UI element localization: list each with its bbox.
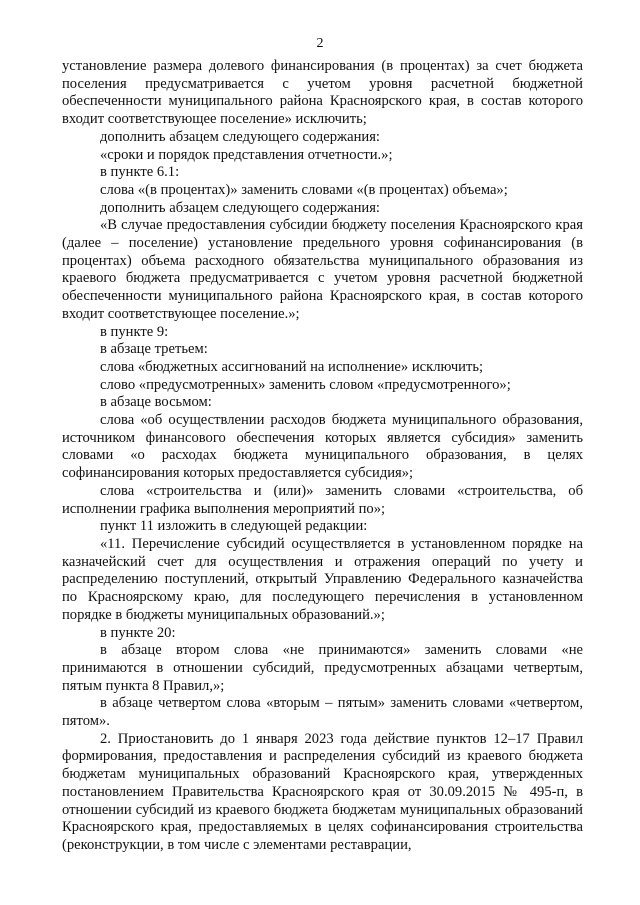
paragraph: в пункте 9: — [100, 323, 169, 340]
page-number: 2 — [316, 36, 324, 51]
paragraph: слова «бюджетных ассигнований на исполнение» исключить; — [100, 358, 484, 375]
paragraph: слово «предусмотренных» заменить словом «предусмотренного»; — [100, 376, 511, 393]
paragraph: установление размера долевого финансирования (в процентах) за счет бюджета поселения предусматривается с учетом уровня расчетной бюджетной обеспеченности муниципального района Красноярского края, в состав которого входит соответствующее поселение» исключить; — [62, 58, 583, 128]
paragraph: дополнить абзацем следующего содержания: — [100, 199, 380, 216]
paragraph: в пункте 6.1: — [100, 164, 180, 181]
paragraph: в абзаце четвертом слова «вторым – пятым» заменить словами «четвертом, пятом». — [62, 695, 583, 730]
paragraph: слова «об осуществлении расходов бюджета муниципального образования, источником финансового обеспечения которых является субсидия» заменить словами «о расходах бюджета муниципального образования, в целях софинансирования которых предоставляется субсидия»; — [62, 412, 583, 482]
paragraph: пункт 11 изложить в следующей редакции: — [100, 518, 368, 535]
paragraph: слова «строительства и (или)» заменить словами «строительства, об исполнении графика выполнения мероприятий по»; — [62, 482, 583, 517]
paragraph: в абзаце третьем: — [100, 341, 208, 358]
paragraph: слова «(в процентах)» заменить словами «(в процентах) объема»; — [100, 181, 508, 198]
paragraph: «11. Перечисление субсидий осуществляется в установленном порядке на казначейский счет для осуществления и отражения операций по учету и распределению поступлений, открытый Управлению Федерального казначейства по Красноярскому краю, для последующего перечисления в установленном порядке в бюджеты муниципальных образований.»; — [62, 535, 583, 623]
paragraph: «В случае предоставления субсидии бюджету поселения Красноярского края (далее – поселение) установление предельного уровня софинансирования (в процентах) объема расходного обязательства муниципального образования из краевого бюджета предусматривается с учетом уровня расчетной бюджетной обеспеченности муниципального района Красноярского края, в состав которого входит соответствующее поселение.»; — [62, 217, 583, 322]
document-body — [62, 58, 583, 855]
paragraph: в пункте 20: — [100, 624, 176, 641]
paragraph: в абзаце втором слова «не принимаются» заменить словами «не принимаются в отношении субсидий, предусмотренных абзацами четвертым, пятым пункта 8 Правил,»; — [62, 642, 583, 694]
paragraph: в абзаце восьмом: — [100, 394, 212, 411]
paragraph: 2. Приостановить до 1 января 2023 года действие пунктов 12–17 Правил формирования, предоставления и распределения субсидий из краевого бюджета бюджетам муниципальных образований Красноярского края, утвержденных постановлением Правительства Красноярского края от 30.09.2015 № 495-п, в отношении субсидий из краевого бюджета бюджетам муниципальных образований Красноярского края, предоставляемых в целях софинансирования строительства (реконструкции, в том числе с элементами реставрации, — [62, 730, 583, 853]
paragraph: дополнить абзацем следующего содержания: — [100, 128, 380, 145]
paragraph: «сроки и порядок представления отчетности.»; — [100, 146, 393, 163]
